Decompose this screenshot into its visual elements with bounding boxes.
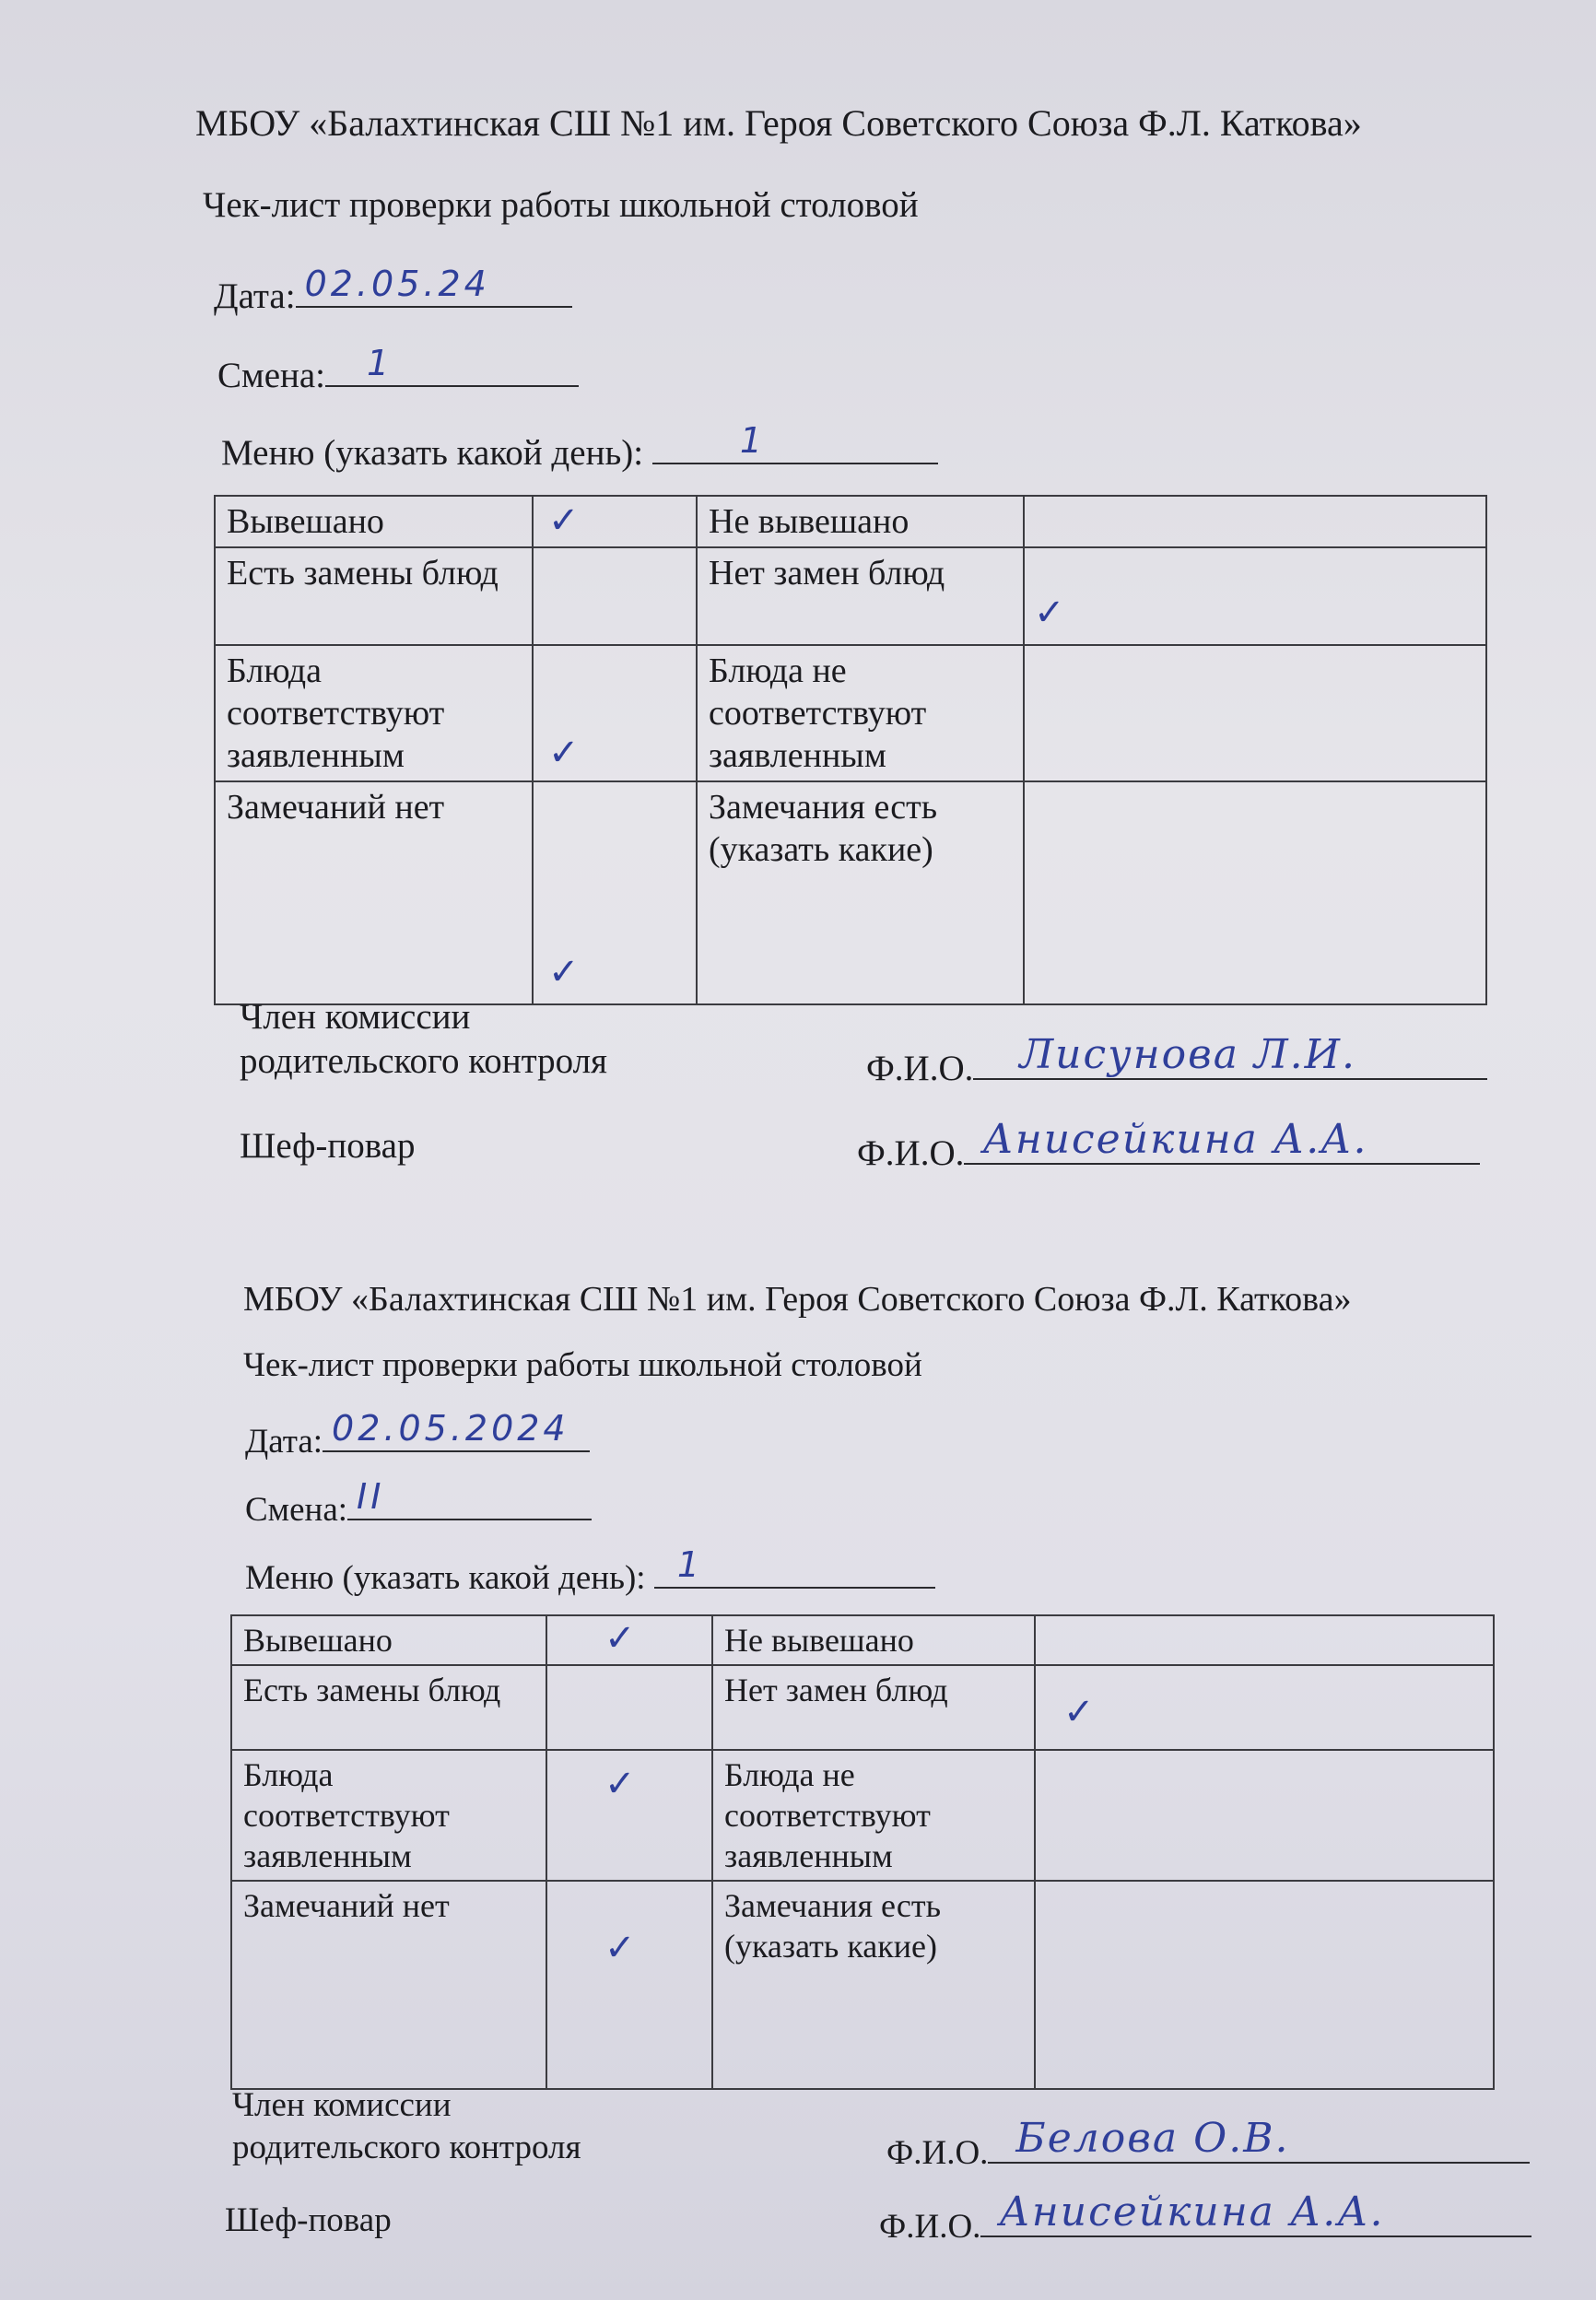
chef-label: Шеф-повар xyxy=(240,1126,416,1166)
fio-label: Ф.И.О. xyxy=(879,2208,981,2246)
school-name: МБОУ «Балахтинская СШ №1 им. Героя Советского Союза Ф.Л. Каткова» xyxy=(243,1280,1352,1319)
criterion-label: Не вывешано xyxy=(712,1615,1035,1665)
check-mark: ✓ xyxy=(604,1927,636,1969)
criterion-label: Нет замен блюд xyxy=(712,1665,1035,1750)
checkbox-cell[interactable] xyxy=(546,1750,712,1881)
date-field[interactable] xyxy=(323,1408,590,1452)
checkbox-cell[interactable] xyxy=(1024,645,1486,781)
date-value: 02.05.2024 xyxy=(332,1408,569,1449)
check-mark: ✓ xyxy=(1063,1691,1095,1733)
checkbox-cell[interactable] xyxy=(1035,1750,1494,1881)
table-row xyxy=(231,1750,1494,1881)
criterion-label: Блюда соответствуют заявленным xyxy=(215,645,533,781)
criterion-label: Есть замены блюд xyxy=(215,547,533,645)
checklist-table xyxy=(230,1614,1495,2090)
check-mark: ✓ xyxy=(1034,592,1065,634)
form-title: Чек-лист проверки работы школьной столовой xyxy=(203,185,919,225)
date-label: Дата: xyxy=(245,1423,323,1461)
criterion-label: Замечаний нет xyxy=(215,781,533,1004)
menu-row xyxy=(221,420,938,474)
checklist-table xyxy=(214,495,1487,1005)
school-name: МБОУ «Балахтинская СШ №1 им. Героя Советского Союза Ф.Л. Каткова» xyxy=(195,102,1362,144)
fio-label: Ф.И.О. xyxy=(857,1133,965,1173)
shift-row xyxy=(245,1476,592,1530)
member-signature: Белова О.В. xyxy=(1015,2115,1290,2162)
criterion-label: Блюда соответствуют заявленным xyxy=(231,1750,546,1881)
shift-row xyxy=(217,343,579,396)
criterion-label: Замечания есть (указать какие) xyxy=(697,781,1024,1004)
date-value: 02.05.24 xyxy=(304,264,490,304)
member-signature-field[interactable] xyxy=(988,2115,1530,2164)
criterion-label: Блюда не соответствуют заявленным xyxy=(697,645,1024,781)
table-row xyxy=(231,1881,1494,2089)
shift-value: 1 xyxy=(367,343,393,383)
checkbox-cell[interactable] xyxy=(1035,1665,1494,1750)
criterion-label: Не вывешано xyxy=(697,496,1024,547)
date-row xyxy=(214,264,572,317)
member-label: Член комиссии родительского контроля xyxy=(232,2086,581,2166)
check-mark: ✓ xyxy=(604,1763,636,1805)
check-mark: ✓ xyxy=(548,732,580,774)
member-fio-row xyxy=(886,2115,1530,2173)
date-field[interactable] xyxy=(296,264,572,308)
checkbox-cell[interactable] xyxy=(546,1665,712,1750)
checkbox-cell[interactable] xyxy=(533,645,697,781)
chef-fio-row xyxy=(879,2189,1531,2247)
checkbox-cell[interactable] xyxy=(546,1615,712,1665)
form-title: Чек-лист проверки работы школьной столовой xyxy=(243,1346,922,1384)
criterion-label: Есть замены блюд xyxy=(231,1665,546,1750)
chef-signature: Анисейкина А.А. xyxy=(999,2189,1385,2235)
menu-label: Меню (указать какой день): xyxy=(221,433,644,473)
check-mark: ✓ xyxy=(548,499,580,542)
menu-label: Меню (указать какой день): xyxy=(245,1559,646,1597)
chef-signature-field[interactable] xyxy=(980,2189,1531,2237)
criterion-label: Вывешано xyxy=(231,1615,546,1665)
shift-field[interactable] xyxy=(347,1476,592,1520)
shift-value: II xyxy=(357,1476,385,1517)
checkbox-cell[interactable] xyxy=(1024,781,1486,1004)
checkbox-cell[interactable] xyxy=(533,781,697,1004)
checkbox-cell[interactable] xyxy=(533,547,697,645)
criterion-label: Замечаний нет xyxy=(231,1881,546,2089)
criterion-label: Замечания есть (указать какие) xyxy=(712,1881,1035,2089)
date-row xyxy=(245,1408,590,1461)
table-row xyxy=(215,547,1486,645)
table-row xyxy=(215,645,1486,781)
criterion-label: Вывешано xyxy=(215,496,533,547)
checkbox-cell[interactable] xyxy=(1024,496,1486,547)
chef-signature: Анисейкина А.А. xyxy=(982,1116,1368,1163)
checkbox-cell[interactable] xyxy=(1035,1881,1494,2089)
menu-value: 1 xyxy=(676,1544,704,1585)
date-label: Дата: xyxy=(214,276,296,316)
fio-label: Ф.И.О. xyxy=(866,1049,974,1088)
table-row xyxy=(231,1615,1494,1665)
menu-field[interactable] xyxy=(652,420,938,464)
shift-label: Смена: xyxy=(217,356,326,395)
fio-label: Ф.И.О. xyxy=(886,2134,989,2172)
table-row xyxy=(231,1665,1494,1750)
member-signature: Лисунова Л.И. xyxy=(1019,1031,1356,1078)
table-row xyxy=(215,781,1486,1004)
check-mark: ✓ xyxy=(548,951,580,993)
member-signature-field[interactable] xyxy=(973,1031,1487,1080)
checkbox-cell[interactable] xyxy=(1024,547,1486,645)
menu-value: 1 xyxy=(739,420,766,461)
table-row xyxy=(215,496,1486,547)
criterion-label: Нет замен блюд xyxy=(697,547,1024,645)
checkbox-cell[interactable] xyxy=(1035,1615,1494,1665)
shift-label: Смена: xyxy=(245,1491,348,1529)
chef-label: Шеф-повар xyxy=(225,2201,392,2239)
criterion-label: Блюда не соответствуют заявленным xyxy=(712,1750,1035,1881)
shift-field[interactable] xyxy=(325,343,579,387)
chef-fio-row xyxy=(857,1116,1480,1174)
checkbox-cell[interactable] xyxy=(533,496,697,547)
chef-signature-field[interactable] xyxy=(964,1116,1480,1165)
menu-field[interactable] xyxy=(654,1544,935,1589)
member-fio-row xyxy=(866,1031,1487,1089)
check-mark: ✓ xyxy=(604,1617,636,1660)
checkbox-cell[interactable] xyxy=(546,1881,712,2089)
menu-row xyxy=(245,1544,935,1598)
member-label: Член комиссии родительского контроля xyxy=(240,997,607,1081)
